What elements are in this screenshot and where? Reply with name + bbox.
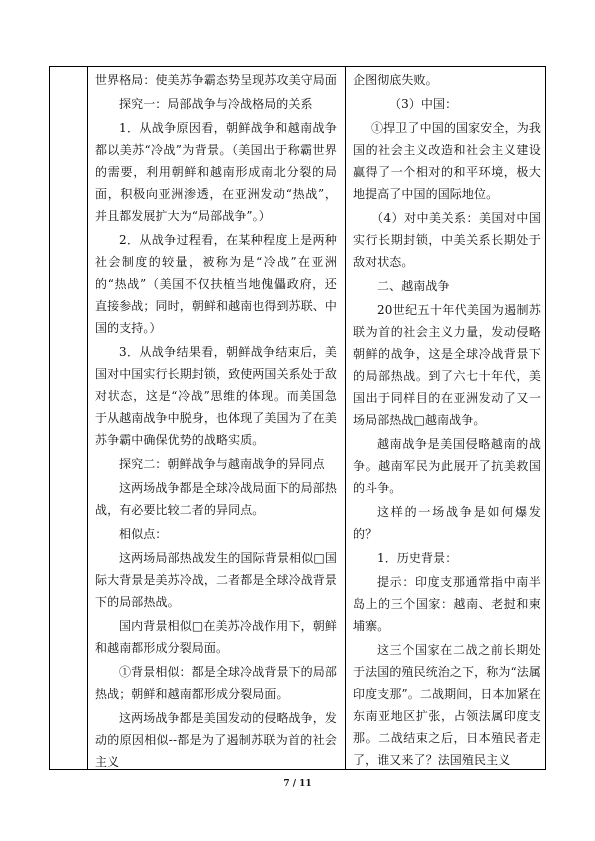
paragraph: 这三个国家在二战之前长期处于法国的殖民统治之下，称为“法属印度支那”。二战期间，日本加紧在东南亚地区扩张，占领法属印度支那。二战结束之后，日本殖民者走了，谁又来了？法国殖民主义: [353, 643, 541, 767]
column-divider-right: [345, 67, 346, 769]
paragraph: 20世纪五十年代美国为遏制苏联为首的社会主义力量，发动侵略朝鲜的战争，这是全球冷战背景下的局部热战。到了六七十年代，美国出于同样目的在亚洲发动了又一场局部热战□越南战争。: [353, 303, 541, 427]
paragraph: 3．从战争结果看，朝鲜战争结束后，美国对中国实行长期封锁，致使两国关系处于敌对状态，这是“冷战”思维的体现。而美国急于从越南战争中脱身，也体现了美国为了在美苏争霸中确保优势的战略实质。: [95, 345, 337, 447]
paragraph: 世界格局：使美苏争霸态势呈现苏攻美守局面: [95, 73, 337, 87]
content-table: [49, 66, 546, 770]
paragraph: 提示：印度支那通常指中南半岛上的三个国家：越南、老挝和柬埔寨。: [353, 575, 541, 633]
right-text-column: [353, 67, 541, 769]
paragraph: ①捍卫了中国的国家安全，为我国的社会主义改造和社会主义建设赢得了一个相对的和平环境，极大地提高了中国的国际地位。: [353, 121, 541, 201]
paragraph: 探究一：局部战争与冷战格局的关系: [119, 97, 313, 111]
paragraph: 越南战争是美国侵略越南的战争。越南军民为此展开了抗美救国的斗争。: [353, 437, 541, 495]
paragraph: ①背景相似：都是全球冷战背景下的局部热战；朝鲜和越南都形成分裂局面。: [95, 665, 337, 701]
left-text-column: [95, 67, 337, 769]
paragraph: 2．从战争过程看，在某种程度上是两种社会制度的较量，被称为是“冷战”在亚洲的“热战”（美国不仅扶植当地傀儡政府，还直接参战；同时，朝鲜和越南也得到苏联、中国的支持。）: [95, 233, 337, 335]
paragraph: （4）对中美关系：美国对中国实行长期封锁，中美关系长期处于敌对状态。: [353, 211, 541, 269]
paragraph: 企图彻底失败。: [353, 73, 438, 87]
paragraph: 1．从战争原因看，朝鲜战争和越南战争都以美苏“冷战”为背景。（美国出于称霸世界的需要，利用朝鲜和越南形成南北分裂的局面，积极向亚洲渗透，在亚洲发动“热战”，并且都发展扩大为“局部战争”。）: [95, 121, 337, 223]
paragraph: 这两场战争都是美国发动的侵略战争，发动的原因相似--都是为了遏制苏联为首的社会主义: [95, 711, 337, 769]
paragraph: （3）中国：: [389, 97, 458, 111]
paragraph: 1．历史背景：: [377, 551, 458, 565]
page-number: 7 / 11: [283, 779, 312, 789]
paragraph: 这样的一场战争是如何爆发的？: [353, 505, 541, 541]
paragraph: 这两场局部热战发生的国际背景相似□国际大背景是美苏冷战，二者都是全球冷战背景下的局部热战。: [95, 551, 337, 609]
paragraph: 这两场战争都是全球冷战局面下的局部热战，有必要比较二者的异同点。: [95, 481, 337, 517]
paragraph: 相似点：: [119, 527, 168, 541]
paragraph: 国内背景相似□在美苏冷战作用下，朝鲜和越南都形成分裂局面。: [95, 619, 337, 655]
paragraph: 探究二：朝鲜战争与越南战争的异同点: [119, 457, 325, 471]
paragraph: 二、越南战争: [377, 279, 450, 293]
column-divider-left: [87, 67, 88, 769]
